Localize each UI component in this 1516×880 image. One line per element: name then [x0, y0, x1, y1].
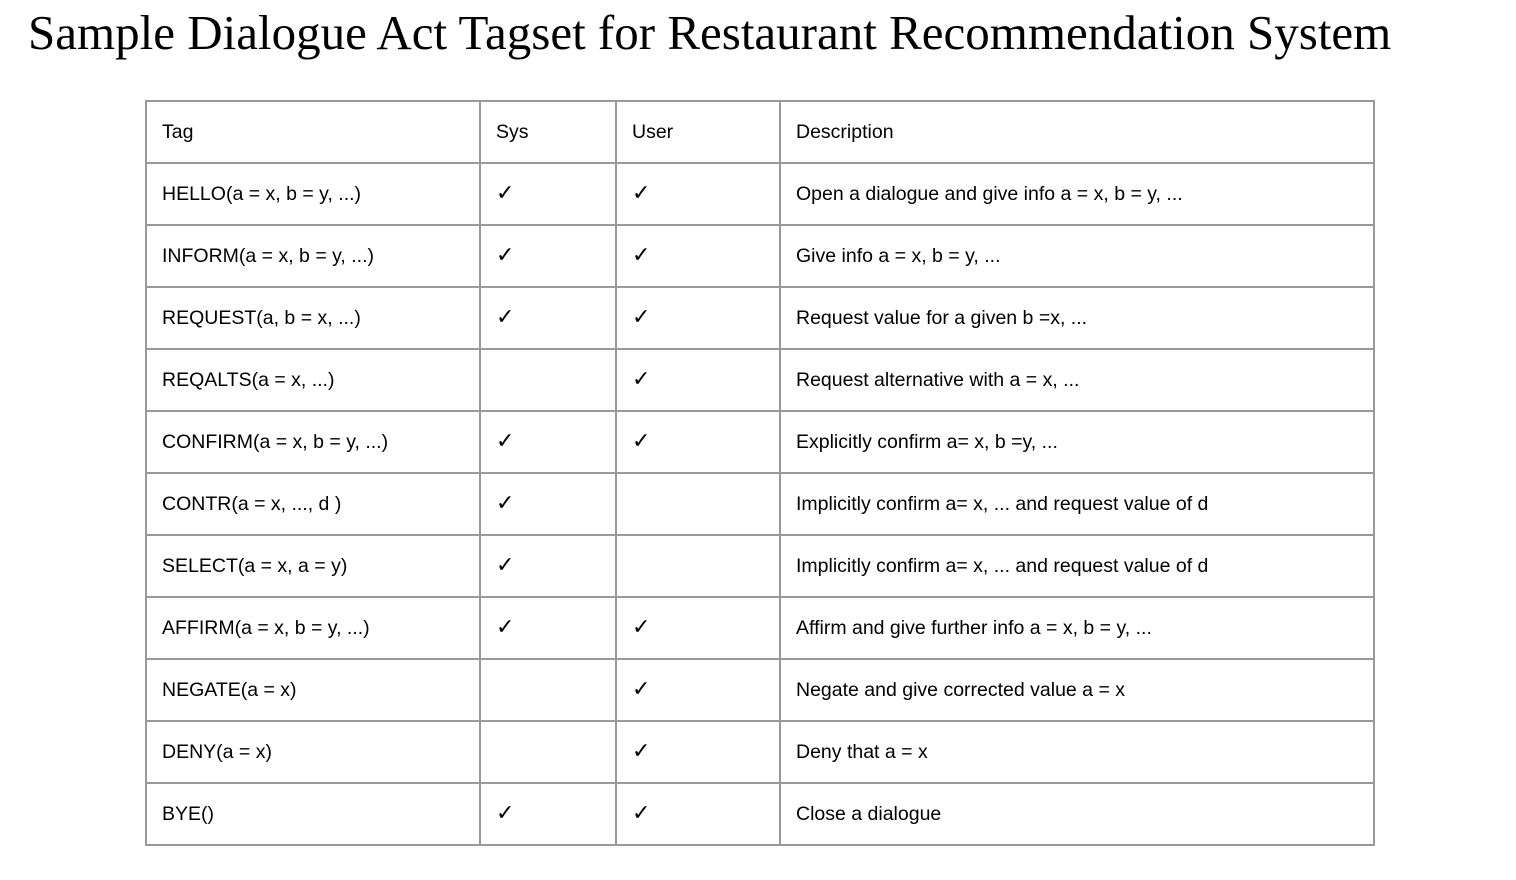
description-cell: Request value for a given b =x, ...: [780, 287, 1374, 349]
sys-check-cell: [480, 659, 616, 721]
description-cell: Deny that a = x: [780, 721, 1374, 783]
column-header-user: User: [616, 101, 780, 163]
user-check-cell: [616, 473, 780, 535]
sys-check-cell: [480, 349, 616, 411]
sys-check-cell: ✓: [480, 783, 616, 845]
description-cell: Implicitly confirm a= x, ... and request value of d: [780, 535, 1374, 597]
user-check-cell: ✓: [616, 225, 780, 287]
table-row: [146, 163, 1374, 225]
user-check-cell: ✓: [616, 411, 780, 473]
sys-check-cell: ✓: [480, 535, 616, 597]
description-cell: Affirm and give further info a = x, b = y, ...: [780, 597, 1374, 659]
description-cell: Negate and give corrected value a = x: [780, 659, 1374, 721]
tag-cell: INFORM(a = x, b = y, ...): [146, 225, 480, 287]
table-row: [146, 597, 1374, 659]
description-cell: Close a dialogue: [780, 783, 1374, 845]
user-check-cell: ✓: [616, 163, 780, 225]
user-check-cell: ✓: [616, 287, 780, 349]
table-row: [146, 473, 1374, 535]
tag-cell: BYE(): [146, 783, 480, 845]
sys-check-cell: ✓: [480, 225, 616, 287]
sys-check-cell: ✓: [480, 163, 616, 225]
tag-cell: DENY(a = x): [146, 721, 480, 783]
tag-cell: CONFIRM(a = x, b = y, ...): [146, 411, 480, 473]
sys-check-cell: ✓: [480, 597, 616, 659]
user-check-cell: ✓: [616, 349, 780, 411]
user-check-cell: ✓: [616, 597, 780, 659]
user-check-cell: ✓: [616, 721, 780, 783]
sys-check-cell: ✓: [480, 287, 616, 349]
table-row: [146, 225, 1374, 287]
sys-check-cell: ✓: [480, 411, 616, 473]
description-cell: Explicitly confirm a= x, b =y, ...: [780, 411, 1374, 473]
tag-cell: NEGATE(a = x): [146, 659, 480, 721]
user-check-cell: [616, 535, 780, 597]
user-check-cell: ✓: [616, 783, 780, 845]
tag-cell: HELLO(a = x, b = y, ...): [146, 163, 480, 225]
column-header-description: Description: [780, 101, 1374, 163]
table-row: [146, 349, 1374, 411]
header-row: [146, 101, 1374, 163]
sys-check-cell: ✓: [480, 473, 616, 535]
sys-check-cell: [480, 721, 616, 783]
page-title: Sample Dialogue Act Tagset for Restaurant Recommendation System: [28, 5, 1392, 60]
description-cell: Implicitly confirm a= x, ... and request value of d: [780, 473, 1374, 535]
dialogue-act-table: [145, 100, 1375, 846]
column-header-sys: Sys: [480, 101, 616, 163]
tag-cell: CONTR(a = x, ..., d ): [146, 473, 480, 535]
tag-cell: REQALTS(a = x, ...): [146, 349, 480, 411]
table-row: [146, 721, 1374, 783]
table-row: [146, 411, 1374, 473]
table-row: [146, 659, 1374, 721]
table-row: [146, 287, 1374, 349]
description-cell: Request alternative with a = x, ...: [780, 349, 1374, 411]
tag-cell: REQUEST(a, b = x, ...): [146, 287, 480, 349]
column-header-tag: Tag: [146, 101, 480, 163]
table-row: [146, 783, 1374, 845]
description-cell: Open a dialogue and give info a = x, b = y, ...: [780, 163, 1374, 225]
table-row: [146, 535, 1374, 597]
description-cell: Give info a = x, b = y, ...: [780, 225, 1374, 287]
user-check-cell: ✓: [616, 659, 780, 721]
tag-cell: SELECT(a = x, a = y): [146, 535, 480, 597]
tag-cell: AFFIRM(a = x, b = y, ...): [146, 597, 480, 659]
